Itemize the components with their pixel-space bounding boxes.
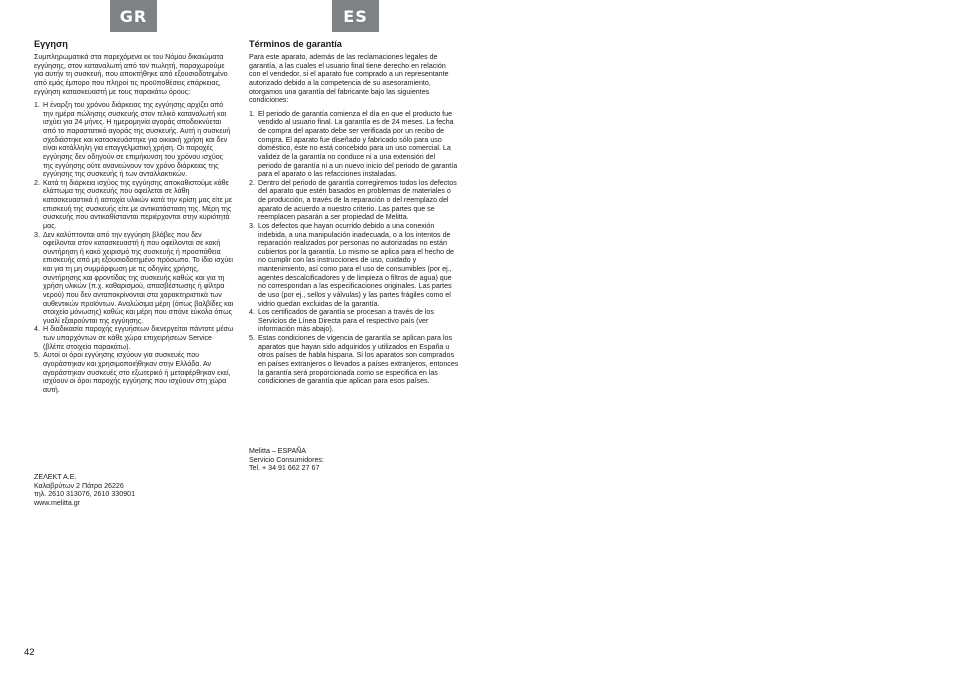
contact-phone: Tel. + 34 91 662 27 67 xyxy=(249,464,320,473)
list-item-number: 5. xyxy=(34,351,40,360)
list-item-number: 4. xyxy=(249,308,255,317)
spanish-contact-block xyxy=(249,447,459,473)
list-item-number: 1. xyxy=(249,109,255,118)
list-item-text: Dentro del periodo de garantía corregiremos todos los defectos del aparato que estén basados en problemas de materiales o de producción, a través de la reparación o del reemplazo del aparato de acuerdo a nuestro criterio. Las partes que se reemplacen pasarán a ser propiedad de Melitta. xyxy=(258,178,457,222)
greek-terms-list xyxy=(34,101,234,394)
list-item xyxy=(34,325,234,351)
spanish-intro: Para este aparato, además de las reclamaciones legales de garantía, a las cuales el usuario final tiene derecho en relación con el vendedor, si el aparato fue comprado a un representante autorizado debido a la competencia de su asesoramiento, otorgamos una garantía del fabricante bajo las siguientes condiciones: xyxy=(249,53,449,105)
page-number: 42 xyxy=(24,647,35,658)
list-item-number: 3. xyxy=(249,221,255,230)
spanish-warranty-column xyxy=(249,39,459,386)
list-item xyxy=(249,110,459,179)
contact-service: Servicio Consumidores: xyxy=(249,455,324,464)
contact-phone: τηλ. 2610 313076, 2610 330901 xyxy=(34,490,136,499)
contact-website: www.melitta.gr xyxy=(34,498,81,507)
list-item-number: 3. xyxy=(34,230,40,239)
list-item xyxy=(34,179,234,231)
list-item-text: Αυτοί οι όροι εγγύησης ισχύουν για συσκευές που αγοράστηκαν και χρησιμοποιήθηκαν στην Ελλάδα. Αν αγοράστηκαν συσκευές στο εξωτερικό ή μεταφέρθηκαν εκεί, ισχύουν οι όροι παροχής εγγύησης που ισχύουν στη χώρα αυτή. xyxy=(43,351,231,394)
greek-contact-block xyxy=(34,473,234,507)
list-item-text: Κατά τη διάρκεια ισχύος της εγγύησης αποκαθιστούμε κάθε ελάττωμα της συσκευής που οφείλεται σε λάθη κατασκευαστικά ή αστοχία υλικών κατά την κρίση μας είτε με επισκευή της συσκευής είτε με αντικατάσταση της. Μέρη της συσκευής που αντικαθίστανται περιέρχονται στην κυριότητά μας. xyxy=(43,178,233,230)
list-item xyxy=(249,222,459,308)
list-item-number: 4. xyxy=(34,325,40,334)
list-item-number: 2. xyxy=(249,178,255,187)
list-item xyxy=(249,334,459,386)
list-item-text: Δεν καλύπτονται από την εγγύηση βλάβες που δεν οφείλονται στον κατασκευαστή ή που οφείλονται σε κακή συντήρηση ή κακό χειρισμό της συσκευής ή προσπάθεια επισκευής από μη εξουσιοδοτημένο πρόσωπο. Το ίδιο ισχύει και για τη μη συμμόρφωση με τις οδηγίες χρήσης, συντήρησης και φροντίδας της συσκευής καθώς και για τη χρήση υλικών (π.χ. καθαρισμού, απασβέστωσης ή φίλτρα νερού) που δεν ανταποκρίνονται στα χαρακτηριστικά των αυθεντικών προϊόντων. Αναλώσιμα μέρη (όπως βαλβίδες και στοιχεία μόνωσης) καθώς και μέρη που σπάνε εύκολα όπως γυαλί εξαιρούνται της εγγύησης. xyxy=(43,230,234,325)
greek-warranty-column xyxy=(34,39,234,394)
language-tab-es: ES xyxy=(332,0,379,32)
list-item-text: Los defectos que hayan ocurrido debido a una conexión indebida, a una manipulación inadecuada, o a los intentos de reparación realizados por personas no autorizadas no están cubiertos por la garantía. Lo mismo se aplica para el hecho de no cumplir con las instrucciones de uso, cuidado y mantenimiento, así como para el uso de consumibles (por ej., agentes descalcificadores y de limpieza o filtros de agua) que no correspondan a las especificaciones originales. Las partes de uso (por ej., sellos y válvulas) y las partes frágiles como el vidrio quedan excluidas de la garantía. xyxy=(258,221,454,308)
list-item-text: Estas condiciones de vigencia de garantía se aplican para los aparatos que hayan sido adquiridos y utilizados en España u otros países de habla hispana. Si los aparatos son comprados en países extranjeros o llevados a países extranjeros, entonces la garantía será proporcionada como se especifica en las condiciones de garantía que aplican para esos países. xyxy=(258,334,459,386)
spanish-heading: Términos de garantía xyxy=(249,39,342,49)
list-item xyxy=(249,308,459,334)
language-tab-gr: GR xyxy=(110,0,157,32)
list-item-number: 2. xyxy=(34,178,40,187)
list-item-text: Η έναρξη του χρόνου διάρκειας της εγγύησης αρχίζει από την ημέρα πώλησης συσκευής στον τελικό καταναλωτή και ισχύει για 24 μήνες. Η ημερομηνία αγοράς αποδεικνύεται από το παραστατικό αγοράς της συσκευής. Αυτή η συσκευή σχεδιάστηκε και κατασκευάστηκε για οικιακή χρήση και δεν είναι κατάλληλη για επαγγελματική χρήση. Οι παροχές εγγύησης δεν οδηγούν σε επιμήκυνση του χρόνου ισχύος της εγγύησης ούτε ανανεώνουν τον χρόνο διάρκειας της εγγύησης της συσκευής ή των ανταλλακτικών. xyxy=(43,101,231,179)
list-item-text: Η διαδικασία παροχής εγγυήσεων διενεργείται πάντοτε μέσω των υπαρχόντων σε κάθε χώρα επιχειρήσεων Service (βλέπε στοιχεία παρακάτω). xyxy=(43,325,234,351)
list-item xyxy=(34,101,234,179)
greek-heading: Εγγηση xyxy=(34,39,68,49)
list-item-text: Los certificados de garantía se procesan a través de los Servicios de Línea Directa para el respectivo país (ver información más abajo). xyxy=(258,308,434,334)
spanish-terms-list xyxy=(249,110,459,386)
greek-intro: Συμπληρωματικά στα παρεχόμενα εκ του Νόμου δικαιώματα εγγύησης, στον καταναλωτή από τον πωλητή, παραχωρούμε για αυτήν τη συσκευή, που αποκτήθηκε από εξουσιοδοτημένο από εμάς έμπορο που πληροί τις προϋποθέσεις επάρκειας, εγγύηση κατασκευαστή με τους παρακάτω όρους: xyxy=(34,53,228,96)
list-item-text: El periodo de garantía comienza el día en que el producto fue vendido al usuario final. La garantía es de 24 meses. La fecha de compra del aparato debe ser verificada por un recibo de compra. El aparato fue diseñado y fabricado sólo para uso doméstico, éste no está concebido para un uso comercial. La validez de la garantía no conduce ni a una extensión del periodo de garantía ni a un nuevo inicio del periodo de garantía para el aparato o las refacciones instaladas. xyxy=(258,109,458,179)
list-item xyxy=(249,179,459,222)
list-item-number: 1. xyxy=(34,101,40,110)
list-item xyxy=(34,351,234,394)
contact-address: Καλαβρύτων 2 Πάτρα 26226 xyxy=(34,481,124,490)
list-item xyxy=(34,231,234,326)
contact-company: ΖΕΛΕΚΤ Α.Ε. xyxy=(34,473,77,481)
list-item-number: 5. xyxy=(249,334,255,342)
contact-company: Melitta – ESPAÑA xyxy=(249,447,307,455)
